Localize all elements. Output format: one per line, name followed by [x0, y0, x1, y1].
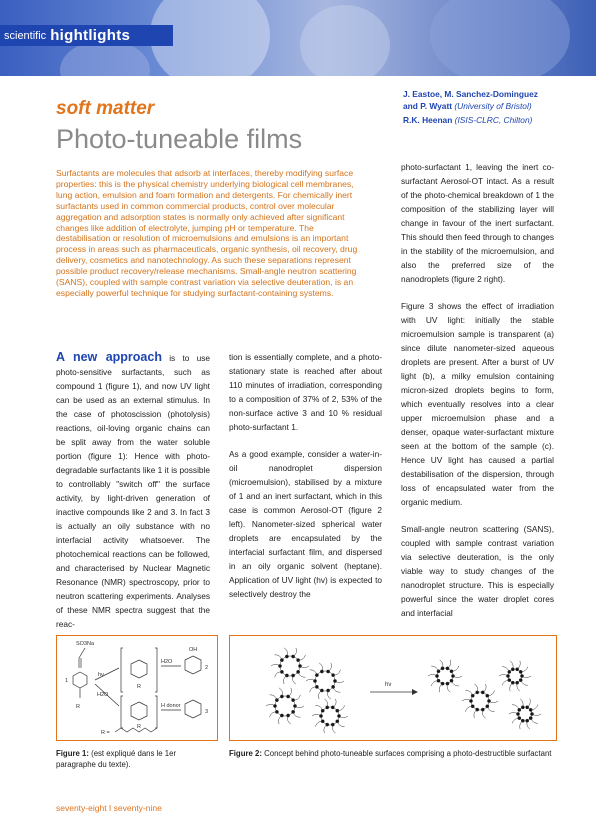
figure-1-label: OH — [189, 647, 198, 653]
header-banner — [0, 0, 596, 76]
tag-big-text: hightlights — [50, 27, 131, 44]
figure-1-label: 2 — [205, 665, 209, 671]
figure-1-label: R = — [101, 730, 110, 736]
figure-1 — [56, 635, 218, 741]
body-column-2 — [229, 350, 382, 601]
column-3-paragraph: Figure 3 shows the effect of irradiation with UV light: initially the stable microemulsion sample is transparent (a) since dilute nanometer-sized aqueous droplets are present. After a burst of UV light (b), a milky emulsion containing micron-sized droplets begins to form, which eventually resolves into a clear upper microemulsion phase and a denser, opaque water-surfactant mixture seen at the bottom of the sample (c). Hence UV light has caused a partial destabilisation of the dispersion, through loss of encapsulated water from the organic medium. — [401, 301, 554, 507]
surfactant-head — [320, 670, 323, 673]
authors-line-1: J. Eastoe, M. Sanchez-Dominguez — [403, 89, 538, 99]
figure-1-label: R — [76, 704, 80, 710]
figure-1-label: hν — [98, 672, 104, 678]
authors-line-3: R.K. Heenan — [403, 115, 453, 125]
hv-label: hν — [385, 682, 392, 688]
surfactant-head — [508, 670, 511, 673]
banner-photo-blob — [430, 0, 570, 76]
body-column-1 — [56, 350, 210, 631]
arrow-head-icon — [412, 689, 418, 695]
surfactant-head — [292, 674, 295, 677]
column-2-paragraph: tion is essentially complete, and a photo-stationary state is reached after about 110 minutes of irradiation, corresponding to a composition of 37% of 2, 53% of the non-surface active 3 and 10 % residual photo-surfactant 1. — [229, 352, 382, 432]
figure-1-caption-text: (est expliqué dans le 1er paragraphe du texte). — [56, 749, 177, 769]
figure-2-caption — [229, 748, 555, 759]
banner-photo-blob — [300, 5, 390, 76]
surfactant-head — [529, 717, 532, 720]
surfactant-head — [437, 670, 440, 673]
surfactant-head — [476, 691, 479, 694]
droplet-concept-diagram — [230, 636, 556, 740]
surfactant-head — [327, 689, 330, 692]
figure-2-caption-text: Concept behind photo-tuneable surfaces comprising a photo-destructible surfactant — [261, 749, 552, 758]
figure-1-label: H2O — [97, 692, 109, 698]
surfactant-head — [285, 655, 288, 658]
affiliation-bristol: (University of Bristol) — [454, 101, 532, 111]
surfactant-head — [450, 679, 453, 682]
section-tag — [0, 25, 173, 46]
surfactant-head — [441, 667, 444, 670]
figure-2-caption-label: Figure 2: — [229, 749, 262, 758]
lead-in: A new approach — [56, 350, 162, 364]
reaction-scheme-diagram — [57, 636, 217, 740]
affiliation-isis: (ISIS-CLRC, Chilton) — [454, 115, 533, 125]
surfactant-head — [287, 714, 290, 717]
column-1-text: is to use photo-sensitive surfactants, such as compound 1 (figure 1), and now UV light can be used as an external stimulus. In the case of photoscission (photolysis) reactions, oil-loving organic chains can be split away from the water soluble portion (figure 1): Hence with photo-degradable surfactants like 1 it is possible to controllably "switch off" the surface activity, by light-driven generation of inactive compounds like 2 and 3. In fact 3 is actually an oily substance with no interfacial activity whatsoever. The photochemical reactions can be followed, and characterised by Nuclear Magnetic Resonance (NMR) spectroscopy, prior to neutron scattering experiments. Analyses of these NMR spectra suggest that the reac- — [56, 353, 210, 629]
body-column-3 — [401, 160, 554, 620]
surfactant-head — [280, 695, 283, 698]
column-3-paragraph: photo-surfactant 1, leaving the inert co-surfactant Aerosol-OT intact. As a result of the photo-chemical breakdown of 1 the composition of the stabilizing layer will change in favour of the inert surfactant. This should then feed through to changes in the stability of the microemulsion, and also the preferred size of the nanodroplets (figure 2 right). — [401, 162, 554, 284]
surfactant-head — [519, 679, 522, 682]
author-block — [403, 88, 588, 126]
page-footer: seventy-eight I seventy-nine — [56, 803, 162, 813]
article-title: Photo-tuneable films — [56, 124, 303, 154]
surfactant-head — [446, 682, 449, 685]
figure-1-label: 1 — [65, 678, 69, 684]
column-2-paragraph: As a good example, consider a water-in-oil nanodroplet dispersion (microemulsion), stabilised by a mixture of 1 and an inert surfactant, which in this case is common Aerosol-OT (figure 2 left). Nanometer-sized spherical water droplets are encapsulated by the interfacial surfactant film, and dispersed in an oily organic solvent (heptane). Application of UV light (hv) is expected to selectively destroy the — [229, 449, 382, 599]
tag-small-text: scientific — [4, 29, 47, 42]
surfactant-head — [481, 708, 484, 711]
figure-2 — [229, 635, 557, 741]
surfactant-head — [331, 723, 334, 726]
surfactant-head — [326, 706, 329, 709]
figure-1-label: H donor — [161, 703, 181, 709]
section-heading: soft matter — [56, 98, 155, 119]
figure-1-label: SO3Na — [76, 641, 95, 647]
figure-1-caption-label: Figure 1: — [56, 749, 89, 758]
figure-1-label: R — [137, 684, 141, 690]
surfactant-head — [518, 708, 521, 711]
figure-1-caption — [56, 748, 216, 770]
authors-line-2: and P. Wyatt — [403, 101, 453, 111]
figure-1-label: 3 — [205, 709, 209, 715]
figure-1-label: H2O — [161, 659, 173, 665]
column-3-paragraph: Small-angle neutron scattering (SANS), coupled with sample contrast variation via selective deuteration, is the only viable way to study changes of the nanodroplet structure. This is especially powerful since the water droplet cores and interfacial — [401, 524, 554, 618]
figure-1-label: R — [137, 724, 141, 730]
abstract: Surfactants are molecules that adsorb at interfaces, thereby modifying surface properties: this is the physical chemistry underlying biological cell membranes, lung action, emulsion and foam formation and detergents. For chemically inert surfactants used in common commercial products, control over molecular aggregation and adsorption states is normally only achieved after significant changes like addition of electrolyte, jumping pH or temperature. The destabilisation or resolution of microemulsions and emulsions is an important process in areas such as pharmaceuticals, organic synthesis, oil recovery, drug delivery, cosmetics and nanotechnology. As such these separations represent possible product recovery/release mechanisms. Small-angle neutron scattering (SANS), coupled with sample contrast variation via selective deuteration, is an especially powerful technique for studying surfactant-containing systems. — [56, 168, 358, 298]
